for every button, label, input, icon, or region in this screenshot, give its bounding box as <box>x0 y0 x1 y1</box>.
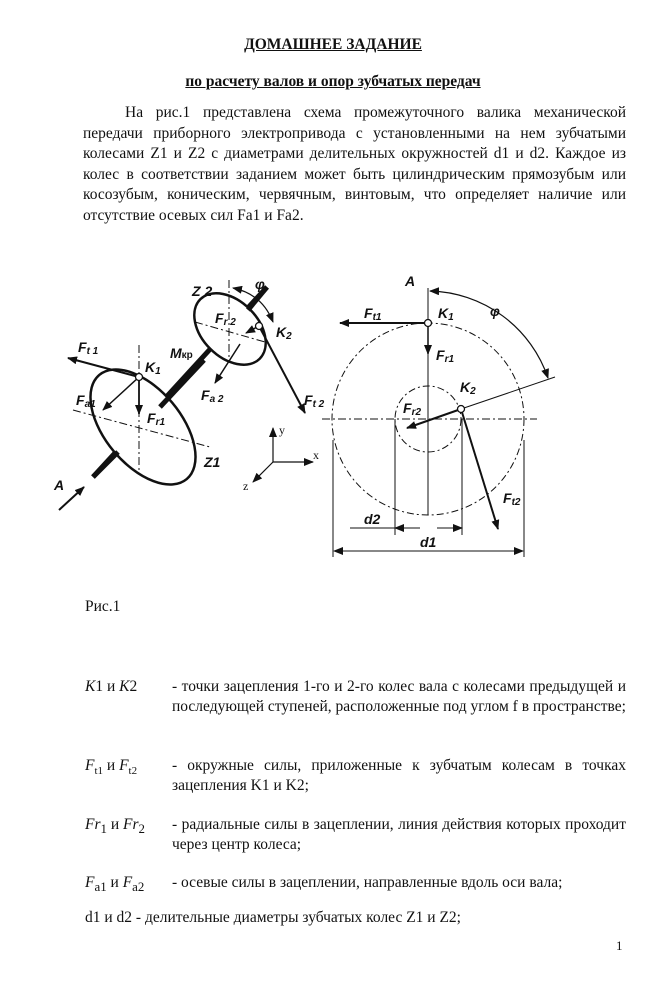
label-fr2: Fr 2 <box>215 310 236 328</box>
label-fr2-right: Fr2 <box>403 400 422 418</box>
isometric-view <box>59 280 313 510</box>
label-k1-right: K1 <box>438 305 454 323</box>
definition-term: $Fr_1$ и $Fr_2$ <box>85 816 145 837</box>
definition-text: - точки зацепления 1-го и 2-го колес вала с колесами предыдущей и последующей ступеней, расположенные под углом f в пространстве; <box>172 678 626 715</box>
arrow-ft2-right <box>461 409 498 529</box>
label-z1: Z1 <box>204 454 221 470</box>
label-axis-z: z <box>243 479 249 493</box>
label-ft1: Ft 1 <box>78 339 99 357</box>
label-k1: K1 <box>145 359 161 377</box>
label-ft1-right: Ft1 <box>364 305 382 323</box>
definition-item <box>85 815 626 855</box>
point-k2 <box>256 323 263 330</box>
document-subtitle: по расчету валов и опор зубчатых передач <box>185 73 481 90</box>
label-d2: d2 <box>364 511 381 527</box>
definition-text: - осевые силы в зацеплении, направленные вдоль оси вала; <box>172 874 563 891</box>
label-phi-left: φ <box>255 276 265 292</box>
intro-paragraph: На рис.1 представлена схема промежуточного валика механической передачи приборного электропривода с установленными на нем зубчатыми колесами Z1 и Z2 с диаметрами делительных окружностей d1 и d2. Каждое из колес в соответствии заданием может быть цилиндрическим прямозубым или косозубым, коническим, червячным, винтовым, что определяет наличие или отсутствие осевых сил Fa1 и Fa2. <box>83 104 626 224</box>
label-fa2: Fa 2 <box>201 387 224 405</box>
definition-item <box>85 873 626 893</box>
label-phi-right: φ <box>490 303 500 319</box>
figure-caption: Рис.1 <box>85 598 121 615</box>
page-number: 1 <box>616 938 623 953</box>
label-a-left: A <box>54 477 65 493</box>
point-k1 <box>136 374 143 381</box>
definition-item <box>85 756 626 796</box>
label-fr1: Fr1 <box>147 410 166 428</box>
label-ft2-right: Ft2 <box>503 490 521 508</box>
label-k2-right: K2 <box>460 379 476 397</box>
label-k2: K2 <box>276 324 292 342</box>
label-z2: Z 2 <box>192 283 213 299</box>
label-fa1: Fa1 <box>76 392 96 410</box>
document-title: ДОМАШНЕЕ ЗАДАНИЕ <box>244 36 422 53</box>
label-a-right: A <box>405 273 416 289</box>
front-view-labels <box>364 273 521 550</box>
label-d1: d1 <box>420 534 437 550</box>
front-view <box>322 288 555 557</box>
definition-text: - окружные силы, приложенные к зубчатым колесам в точках зацепления K1 и K2; <box>172 757 626 794</box>
definition-item <box>85 677 626 717</box>
definition-term: K1 и K2 <box>85 678 138 695</box>
label-axis-y: y <box>279 423 285 437</box>
label-fr1-right: Fr1 <box>436 347 455 365</box>
definition-text: - радиальные силы в зацеплении, линия действия которых проходит через центр колеса; <box>172 816 626 853</box>
label-mkr: Mкр <box>170 345 193 361</box>
label-ft2: Ft 2 <box>304 392 325 410</box>
definition-term: $F_{t1}$ и $F_{t2}$ <box>85 757 138 778</box>
definition-term: $F_{a1}$ и $F_{a2}$ <box>85 874 145 895</box>
label-axis-x: x <box>313 448 319 462</box>
definition-diameters: d1 и d2 - делительные диаметры зубчатых колес Z1 и Z2; <box>85 909 461 926</box>
